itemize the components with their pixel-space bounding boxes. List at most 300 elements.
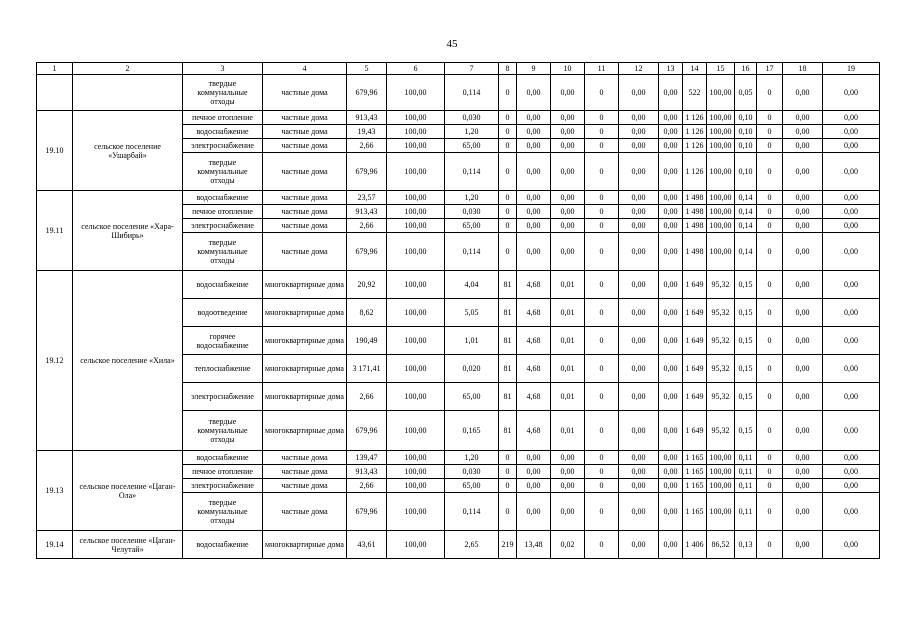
value-cell: 0,00 (659, 111, 683, 125)
value-cell: 100,00 (387, 355, 445, 383)
value-cell: 5,05 (445, 299, 499, 327)
column-header: 1 (37, 63, 73, 75)
service-cell: печное отопление (183, 205, 263, 219)
value-cell: 1 498 (683, 191, 707, 205)
value-cell: 0,00 (659, 451, 683, 465)
value-cell: 0,00 (619, 299, 659, 327)
value-cell: 0,00 (823, 75, 880, 111)
value-cell: 0,00 (783, 191, 823, 205)
table-body (37, 75, 880, 559)
value-cell: 0,11 (735, 479, 757, 493)
service-cell: теплоснабжение (183, 355, 263, 383)
value-cell: 100,00 (387, 493, 445, 531)
value-cell: 0 (585, 531, 619, 559)
value-cell: 1,01 (445, 327, 499, 355)
value-cell: 0,00 (619, 139, 659, 153)
value-cell: 0 (757, 355, 783, 383)
housing-type-cell: частные дома (263, 205, 347, 219)
value-cell: 0 (585, 219, 619, 233)
value-cell: 0,01 (551, 299, 585, 327)
value-cell: 1,20 (445, 191, 499, 205)
housing-type-cell: частные дома (263, 111, 347, 125)
value-cell: 100,00 (387, 411, 445, 451)
settlement-name-cell: сельское поселение «Цаган-Челутай» (73, 531, 183, 559)
value-cell: 0 (585, 233, 619, 271)
value-cell: 0,01 (551, 327, 585, 355)
value-cell: 95,32 (707, 411, 735, 451)
value-cell: 0,10 (735, 153, 757, 191)
value-cell: 0,00 (823, 233, 880, 271)
value-cell: 0,00 (517, 139, 551, 153)
column-header: 2 (73, 63, 183, 75)
value-cell: 100,00 (707, 493, 735, 531)
value-cell: 0 (499, 191, 517, 205)
value-cell: 0,00 (659, 465, 683, 479)
value-cell: 0 (499, 465, 517, 479)
value-cell: 0,02 (551, 531, 585, 559)
value-cell: 0,165 (445, 411, 499, 451)
value-cell: 1 126 (683, 153, 707, 191)
housing-type-cell: частные дома (263, 139, 347, 153)
value-cell: 0,00 (551, 125, 585, 139)
service-cell: печное отопление (183, 111, 263, 125)
value-cell: 0 (585, 191, 619, 205)
value-cell: 0 (757, 383, 783, 411)
value-cell: 100,00 (387, 191, 445, 205)
value-cell: 0,00 (551, 451, 585, 465)
value-cell: 0,00 (783, 219, 823, 233)
table-row (37, 191, 880, 205)
table-row (37, 111, 880, 125)
value-cell: 100,00 (387, 219, 445, 233)
value-cell: 100,00 (387, 75, 445, 111)
value-cell: 0,10 (735, 139, 757, 153)
value-cell: 0,00 (619, 219, 659, 233)
housing-type-cell: многоквартирные дома (263, 299, 347, 327)
housing-type-cell: многоквартирные дома (263, 355, 347, 383)
value-cell: 0,00 (517, 219, 551, 233)
value-cell: 0,00 (823, 451, 880, 465)
value-cell: 0 (499, 493, 517, 531)
value-cell: 0,00 (823, 191, 880, 205)
value-cell: 0,00 (783, 139, 823, 153)
value-cell: 0,00 (783, 75, 823, 111)
value-cell: 100,00 (707, 233, 735, 271)
housing-type-cell: частные дома (263, 75, 347, 111)
column-header: 19 (823, 63, 880, 75)
value-cell: 86,52 (707, 531, 735, 559)
value-cell: 100,00 (387, 479, 445, 493)
value-cell: 0,114 (445, 233, 499, 271)
value-cell: 1 126 (683, 125, 707, 139)
value-cell: 0 (499, 111, 517, 125)
value-cell: 4,68 (517, 271, 551, 299)
value-cell: 0,00 (551, 153, 585, 191)
value-cell: 8,62 (347, 299, 387, 327)
column-header: 11 (585, 63, 619, 75)
value-cell: 0,11 (735, 451, 757, 465)
value-cell: 2,65 (445, 531, 499, 559)
value-cell: 0,00 (823, 153, 880, 191)
value-cell: 0,00 (517, 451, 551, 465)
value-cell: 0,00 (517, 153, 551, 191)
value-cell: 0,00 (517, 111, 551, 125)
value-cell: 100,00 (387, 233, 445, 271)
service-cell: водоснабжение (183, 191, 263, 205)
value-cell: 100,00 (387, 383, 445, 411)
value-cell: 100,00 (387, 125, 445, 139)
value-cell: 2,66 (347, 479, 387, 493)
value-cell: 1 649 (683, 327, 707, 355)
value-cell: 1 498 (683, 205, 707, 219)
value-cell: 0 (585, 411, 619, 451)
value-cell: 4,68 (517, 411, 551, 451)
value-cell: 100,00 (387, 271, 445, 299)
value-cell: 0,00 (659, 479, 683, 493)
value-cell: 0,01 (551, 271, 585, 299)
value-cell: 0,00 (783, 493, 823, 531)
value-cell: 0,00 (551, 233, 585, 271)
value-cell: 0 (585, 383, 619, 411)
value-cell: 0,030 (445, 111, 499, 125)
value-cell: 0,14 (735, 191, 757, 205)
page-number: 45 (446, 38, 458, 50)
value-cell: 1,20 (445, 125, 499, 139)
value-cell: 65,00 (445, 219, 499, 233)
value-cell: 0,01 (551, 383, 585, 411)
value-cell: 0,00 (659, 125, 683, 139)
value-cell: 0,00 (659, 139, 683, 153)
value-cell: 0,00 (619, 383, 659, 411)
value-cell: 0 (757, 451, 783, 465)
service-cell: твердые коммунальные отходы (183, 493, 263, 531)
value-cell: 0 (499, 153, 517, 191)
value-cell: 4,68 (517, 299, 551, 327)
settlement-name-cell: сельское поселение «Цаган-Ола» (73, 451, 183, 531)
value-cell: 81 (499, 271, 517, 299)
service-cell: твердые коммунальные отходы (183, 75, 263, 111)
value-cell: 100,00 (707, 451, 735, 465)
value-cell: 0,00 (783, 355, 823, 383)
value-cell: 0,00 (619, 355, 659, 383)
value-cell: 100,00 (707, 465, 735, 479)
value-cell: 0 (585, 299, 619, 327)
value-cell: 65,00 (445, 139, 499, 153)
value-cell: 100,00 (707, 139, 735, 153)
settlement-name-cell: сельское поселение «Хара-Шибирь» (73, 191, 183, 271)
value-cell: 100,00 (387, 139, 445, 153)
value-cell: 0,00 (517, 493, 551, 531)
value-cell: 1 126 (683, 111, 707, 125)
value-cell: 0,13 (735, 531, 757, 559)
housing-type-cell: частные дома (263, 233, 347, 271)
housing-type-cell: частные дома (263, 465, 347, 479)
value-cell: 0,00 (783, 125, 823, 139)
value-cell: 913,43 (347, 465, 387, 479)
value-cell: 0 (499, 451, 517, 465)
settlement-code-cell: 19.11 (37, 191, 73, 271)
value-cell: 0,00 (619, 531, 659, 559)
value-cell: 0,00 (823, 479, 880, 493)
value-cell: 0,00 (783, 451, 823, 465)
value-cell: 0 (585, 153, 619, 191)
value-cell: 0,00 (619, 153, 659, 191)
value-cell: 0,00 (619, 125, 659, 139)
value-cell: 81 (499, 411, 517, 451)
value-cell: 0 (585, 355, 619, 383)
value-cell: 0,00 (517, 75, 551, 111)
value-cell: 0,00 (551, 465, 585, 479)
value-cell: 679,96 (347, 233, 387, 271)
value-cell: 0,00 (517, 479, 551, 493)
settlement-name-cell (73, 75, 183, 111)
value-cell: 4,68 (517, 383, 551, 411)
value-cell: 0,00 (823, 299, 880, 327)
value-cell: 0,00 (551, 139, 585, 153)
value-cell: 0 (585, 125, 619, 139)
value-cell: 0,114 (445, 493, 499, 531)
value-cell: 0,00 (659, 411, 683, 451)
value-cell: 0,00 (619, 465, 659, 479)
value-cell: 0,00 (659, 355, 683, 383)
value-cell: 0,00 (823, 493, 880, 531)
value-cell: 913,43 (347, 111, 387, 125)
value-cell: 1 498 (683, 219, 707, 233)
column-header: 14 (683, 63, 707, 75)
value-cell: 1 406 (683, 531, 707, 559)
value-cell: 0 (757, 479, 783, 493)
value-cell: 0 (499, 219, 517, 233)
value-cell: 0,00 (783, 531, 823, 559)
value-cell: 0,00 (619, 451, 659, 465)
value-cell: 0,11 (735, 465, 757, 479)
settlement-code-cell: 19.14 (37, 531, 73, 559)
value-cell: 0,00 (783, 465, 823, 479)
service-cell: водоснабжение (183, 271, 263, 299)
value-cell: 0,00 (783, 411, 823, 451)
value-cell: 0,00 (823, 205, 880, 219)
service-cell: водоотведение (183, 299, 263, 327)
column-header: 6 (387, 63, 445, 75)
housing-type-cell: многоквартирные дома (263, 327, 347, 355)
value-cell: 0,00 (823, 465, 880, 479)
value-cell: 0,15 (735, 327, 757, 355)
value-cell: 81 (499, 327, 517, 355)
value-cell: 4,68 (517, 355, 551, 383)
value-cell: 13,48 (517, 531, 551, 559)
value-cell: 0 (585, 479, 619, 493)
value-cell: 1 165 (683, 451, 707, 465)
value-cell: 0,00 (517, 205, 551, 219)
value-cell: 0 (757, 191, 783, 205)
settlement-name-cell: сельское поселение «Ушарбай» (73, 111, 183, 191)
value-cell: 95,32 (707, 271, 735, 299)
value-cell: 1 126 (683, 139, 707, 153)
value-cell: 2,66 (347, 219, 387, 233)
value-cell: 0 (499, 75, 517, 111)
service-cell: электроснабжение (183, 139, 263, 153)
value-cell: 0,10 (735, 125, 757, 139)
value-cell: 0,10 (735, 111, 757, 125)
value-cell: 522 (683, 75, 707, 111)
value-cell: 0,01 (551, 411, 585, 451)
value-cell: 0,00 (517, 465, 551, 479)
column-header: 8 (499, 63, 517, 75)
settlement-code-cell: 19.13 (37, 451, 73, 531)
service-cell: водоснабжение (183, 451, 263, 465)
value-cell: 0 (757, 219, 783, 233)
value-cell: 0,00 (823, 219, 880, 233)
value-cell: 0 (757, 465, 783, 479)
column-header: 16 (735, 63, 757, 75)
value-cell: 2,66 (347, 383, 387, 411)
value-cell: 0 (585, 327, 619, 355)
value-cell: 0 (757, 153, 783, 191)
column-header: 4 (263, 63, 347, 75)
column-header: 10 (551, 63, 585, 75)
column-header: 13 (659, 63, 683, 75)
value-cell: 0,00 (659, 153, 683, 191)
value-cell: 0,00 (659, 191, 683, 205)
value-cell: 0 (757, 271, 783, 299)
value-cell: 0,00 (783, 479, 823, 493)
value-cell: 0 (757, 299, 783, 327)
value-cell: 0,00 (823, 139, 880, 153)
value-cell: 100,00 (387, 205, 445, 219)
value-cell: 0,00 (551, 75, 585, 111)
value-cell: 679,96 (347, 411, 387, 451)
settlement-name-cell: сельское поселение «Хила» (73, 271, 183, 451)
table-row (37, 75, 880, 111)
value-cell: 0 (757, 493, 783, 531)
value-cell: 0,00 (823, 531, 880, 559)
value-cell: 0,00 (823, 411, 880, 451)
housing-type-cell: многоквартирные дома (263, 383, 347, 411)
value-cell: 0,00 (551, 111, 585, 125)
value-cell: 0,00 (783, 233, 823, 271)
value-cell: 0 (499, 233, 517, 271)
value-cell: 3 171,41 (347, 355, 387, 383)
value-cell: 0,00 (659, 493, 683, 531)
value-cell: 0,00 (619, 411, 659, 451)
value-cell: 1 649 (683, 411, 707, 451)
column-header: 3 (183, 63, 263, 75)
housing-type-cell: частные дома (263, 191, 347, 205)
value-cell: 0,00 (551, 479, 585, 493)
column-number-row (37, 63, 880, 75)
value-cell: 0,114 (445, 153, 499, 191)
value-cell: 0 (499, 125, 517, 139)
value-cell: 100,00 (707, 153, 735, 191)
value-cell: 100,00 (387, 299, 445, 327)
value-cell: 0 (585, 451, 619, 465)
value-cell: 0,00 (619, 327, 659, 355)
value-cell: 0,15 (735, 355, 757, 383)
value-cell: 0 (585, 271, 619, 299)
value-cell: 679,96 (347, 75, 387, 111)
value-cell: 0,030 (445, 205, 499, 219)
housing-type-cell: частные дома (263, 451, 347, 465)
value-cell: 139,47 (347, 451, 387, 465)
value-cell: 81 (499, 383, 517, 411)
value-cell: 1 649 (683, 355, 707, 383)
housing-type-cell: частные дома (263, 125, 347, 139)
value-cell: 0 (499, 205, 517, 219)
value-cell: 0,00 (659, 219, 683, 233)
value-cell: 100,00 (387, 111, 445, 125)
value-cell: 0 (585, 493, 619, 531)
service-cell: твердые коммунальные отходы (183, 153, 263, 191)
housing-type-cell: частные дома (263, 153, 347, 191)
value-cell: 679,96 (347, 153, 387, 191)
value-cell: 1 165 (683, 479, 707, 493)
service-cell: электроснабжение (183, 383, 263, 411)
housing-type-cell: частные дома (263, 493, 347, 531)
value-cell: 0,00 (659, 205, 683, 219)
value-cell: 95,32 (707, 299, 735, 327)
value-cell: 0 (499, 479, 517, 493)
value-cell: 0,14 (735, 219, 757, 233)
value-cell: 43,61 (347, 531, 387, 559)
value-cell: 95,32 (707, 327, 735, 355)
value-cell: 95,32 (707, 355, 735, 383)
value-cell: 4,68 (517, 327, 551, 355)
service-cell: твердые коммунальные отходы (183, 233, 263, 271)
value-cell: 0,00 (783, 327, 823, 355)
service-cell: горячее водоснабжение (183, 327, 263, 355)
value-cell: 100,00 (387, 465, 445, 479)
housing-type-cell: многоквартирные дома (263, 531, 347, 559)
value-cell: 0,00 (659, 75, 683, 111)
column-header: 12 (619, 63, 659, 75)
value-cell: 100,00 (387, 327, 445, 355)
table-row (37, 271, 880, 299)
value-cell: 0 (757, 75, 783, 111)
settlement-code-cell: 19.12 (37, 271, 73, 451)
value-cell: 0 (757, 111, 783, 125)
value-cell: 0 (757, 327, 783, 355)
value-cell: 0,00 (823, 327, 880, 355)
value-cell: 0 (757, 125, 783, 139)
value-cell: 0,00 (783, 153, 823, 191)
value-cell: 0,00 (619, 75, 659, 111)
value-cell: 100,00 (387, 153, 445, 191)
service-cell: электроснабжение (183, 219, 263, 233)
service-cell: электроснабжение (183, 479, 263, 493)
value-cell: 23,57 (347, 191, 387, 205)
value-cell: 1 165 (683, 465, 707, 479)
service-cell: водоснабжение (183, 531, 263, 559)
value-cell: 2,66 (347, 139, 387, 153)
value-cell: 0,15 (735, 411, 757, 451)
value-cell: 100,00 (707, 75, 735, 111)
value-cell: 0,00 (823, 355, 880, 383)
column-header: 17 (757, 63, 783, 75)
value-cell: 0,11 (735, 493, 757, 531)
value-cell: 0,00 (619, 271, 659, 299)
value-cell: 0 (585, 139, 619, 153)
service-cell: печное отопление (183, 465, 263, 479)
value-cell: 0 (757, 411, 783, 451)
value-cell: 0,00 (517, 125, 551, 139)
value-cell: 0,01 (551, 355, 585, 383)
value-cell: 0,00 (659, 383, 683, 411)
value-cell: 0,15 (735, 271, 757, 299)
service-cell: водоснабжение (183, 125, 263, 139)
table-row (37, 451, 880, 465)
value-cell: 0,14 (735, 205, 757, 219)
value-cell: 1 498 (683, 233, 707, 271)
